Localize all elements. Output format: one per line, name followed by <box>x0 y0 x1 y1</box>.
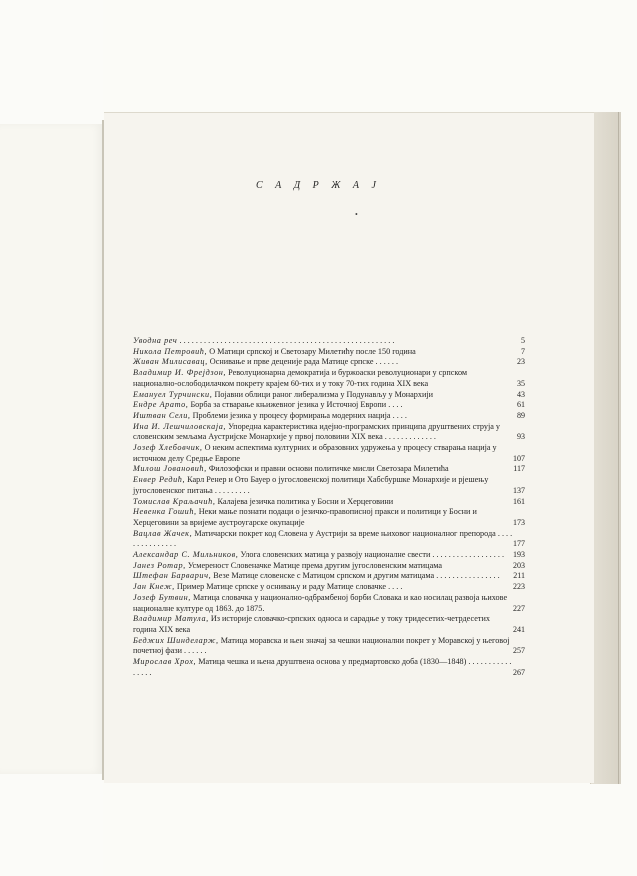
toc-author: Вацлав Жачек, <box>133 528 193 538</box>
toc-title: Појавни облици раног либерализма у Подунављу у Монархији <box>212 389 434 399</box>
toc-page-number: 203 <box>513 560 525 570</box>
toc-page-number: 5 <box>521 336 525 345</box>
toc-page-number: 23 <box>517 357 525 367</box>
toc-author: Јозеф Хлебовчик, <box>133 443 203 453</box>
left-page-edge <box>0 124 105 774</box>
toc-author: Емануел Турчински, <box>133 389 213 399</box>
toc-author: Уводна реч <box>133 336 178 345</box>
toc-title: Матичарски покрет код Словена у Аустрији за време њиховог националног препорода . . . . . . . . . . . . . . . <box>133 528 513 549</box>
toc-title: Карл Ренер и Ото Бауер о југословенској политици Хабсбуршке Монархије и рјешењу југословенског питања . . . . . . . . . <box>133 475 489 495</box>
toc-page-number: 117 <box>513 464 525 474</box>
toc-title: Везе Матице словенске с Матицом српском и другим матицама . . . . . . . . . . . . . . . . <box>211 571 500 581</box>
toc-page-number: 173 <box>513 517 525 527</box>
toc-page-number: 43 <box>517 389 525 399</box>
toc-author: Иштван Сели, <box>133 410 191 420</box>
toc-entry <box>133 400 525 411</box>
toc-title: . . . . . . . . . . . . . . . . . . . . . . . . . . . . . . . . . . . . . . . . . . . . . . . . . . . . . <box>177 336 395 345</box>
toc-page-number: 35 <box>517 378 525 388</box>
toc-title: Неки мање познати подаци о језичко-правописној пракси и политици у Босни и Херцеговини за вријеме аустроугарске окупације <box>133 507 477 527</box>
toc-author: Јанез Ротар, <box>133 560 186 570</box>
toc-entry <box>133 464 525 475</box>
toc-entry <box>133 592 525 614</box>
toc-entry <box>133 560 525 572</box>
toc-page-number: 177 <box>513 539 525 549</box>
toc-page-number: 7 <box>521 346 525 356</box>
toc-page-number: 223 <box>513 582 525 592</box>
toc-entry <box>133 528 525 550</box>
toc-entry <box>133 346 525 358</box>
toc-author: Живан Милисавац, <box>133 357 208 367</box>
toc-author: Томислав Краљачић, <box>133 496 216 506</box>
toc-page-number: 241 <box>513 624 525 634</box>
toc-entry <box>133 357 525 368</box>
toc-page-number: 161 <box>513 496 525 506</box>
table-of-contents <box>133 336 525 679</box>
book-cover-edge <box>596 112 619 784</box>
toc-entry <box>133 336 525 347</box>
toc-author: Александар С. Мильников, <box>133 550 239 560</box>
toc-entry <box>133 368 525 389</box>
toc-title: Упоредна карактеристика идејно-програмских принципа друштвених струја у словенским земљама Аустријске Монархије у првој половини XIX века . . . . . . . . . . . . . <box>133 421 501 442</box>
toc-title: Оснивање и прве деценије рада Матице српске . . . . . . <box>207 357 399 367</box>
toc-author: Беджих Шинделарж, <box>133 635 219 645</box>
toc-title: Матица моравска и њен значај за чешки национални покрет у Моравској у његовој почетној фази . . . . . . <box>133 635 510 656</box>
toc-entry <box>133 496 525 508</box>
toc-author: Владимир Матула, <box>133 614 209 624</box>
toc-page-number: 267 <box>513 667 525 677</box>
book-spine <box>102 120 104 780</box>
toc-author: Јан Кнеж, <box>133 582 175 592</box>
toc-title: Калајева језичка политика у Босни и Херцеговини <box>215 496 394 506</box>
toc-page-number: 193 <box>513 550 525 560</box>
toc-entry <box>133 507 525 528</box>
toc-title: Револуционарна демократија и буржоаски револуционари у српском национално-ослободилачком покрету крајем 60-тих и у току 70-тих година XIX века <box>133 368 468 388</box>
toc-author: Јозеф Бутвин, <box>133 592 191 602</box>
toc-entry <box>133 410 525 422</box>
toc-entry <box>133 475 525 496</box>
toc-author: Штефан Барварич, <box>133 571 212 581</box>
toc-author: Никола Петровић, <box>133 346 208 356</box>
toc-entry <box>133 635 525 657</box>
toc-title: Матица чешка и њена друштвена основа у предмартовско доба (1830—1848) . . . . . . . . . . . . . . . . <box>133 657 512 677</box>
toc-entry <box>133 571 525 582</box>
toc-title: Усмереност Словеначке Матице према другим југословенским матицама <box>185 560 442 570</box>
toc-author: Невенка Гошић, <box>133 507 197 517</box>
toc-entry <box>133 657 525 678</box>
title-ornament: • <box>355 210 358 219</box>
toc-page-number: 61 <box>517 400 525 410</box>
toc-entry <box>133 389 525 401</box>
toc-title: О неким аспектима културних и образовних удружења у процесу стварања нација у источном делу Средње Европе <box>133 443 497 463</box>
toc-page-number: 137 <box>513 485 525 495</box>
toc-title: Улога словенских матица у развоју националне свести . . . . . . . . . . . . . . . . . . <box>238 550 505 560</box>
toc-author: Владимир И. Фрејдзон, <box>133 368 227 378</box>
page-title: С А Д Р Ж А Ј <box>256 180 381 191</box>
toc-page-number: 89 <box>517 410 525 420</box>
toc-entry <box>133 582 525 593</box>
toc-page-number: 107 <box>513 453 525 463</box>
toc-title: Из историје словачко-српских односа и сарадње у току тридесетих-четрдесетих година XIX века <box>133 614 490 634</box>
toc-title: Пример Матице српске у оснивању и раду Матице словачке . . . . <box>174 582 403 592</box>
toc-author: Ина И. Лешчиловскаја, <box>133 421 227 431</box>
toc-title: Филозофски и правни основи политичке мисли Светозара Милетића <box>206 464 449 474</box>
toc-author: Мирослав Хрох, <box>133 657 197 667</box>
toc-title: Проблеми језика у процесу формирања модерних нација . . . . <box>190 410 407 420</box>
toc-author: Енвер Редић, <box>133 475 186 485</box>
toc-title: О Матици српској и Светозару Милетићу после 150 година <box>207 346 416 356</box>
toc-author: Ендре Арато, <box>133 400 189 410</box>
toc-page-number: 211 <box>513 571 525 581</box>
toc-entry <box>133 550 525 561</box>
toc-entry <box>133 443 525 464</box>
toc-entry <box>133 421 525 443</box>
toc-page-number: 227 <box>513 603 525 613</box>
toc-entry <box>133 614 525 635</box>
toc-title: Борба за стварање књижевног језика у Источној Европи . . . . <box>188 400 403 410</box>
toc-page-number: 257 <box>513 646 525 656</box>
toc-page-number: 93 <box>517 432 525 442</box>
toc-author: Милош Јовановић, <box>133 464 207 474</box>
toc-title: Матица словачка у национално-одбрамбеној борби Словака и као носилац развоја њихове националне културе од 1863. до 1875. <box>133 592 508 613</box>
